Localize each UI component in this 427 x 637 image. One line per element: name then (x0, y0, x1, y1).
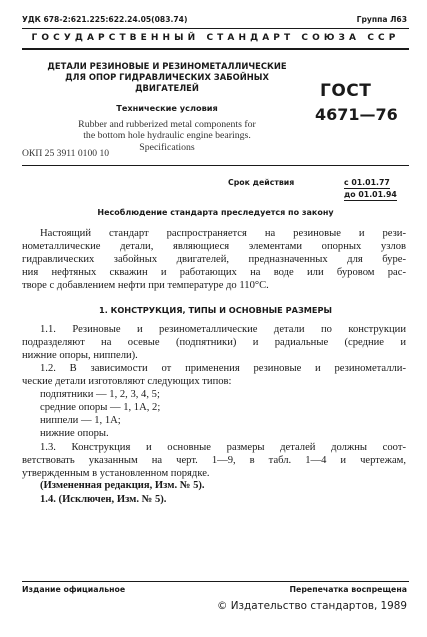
amended-note: (Измененная редакция, Изм. № 5). (40, 480, 205, 491)
types-list-item: ниппели — 1, 1А; (40, 415, 121, 427)
title-ru-line: ДЛЯ ОПОР ГИДРАВЛИЧЕСКИХ ЗАБОЙНЫХ (65, 72, 269, 82)
title-ru-line: ДВИГАТЕЛЕЙ (135, 83, 199, 93)
header-bottom-rule (22, 48, 409, 50)
paragraph-line: утвержденным в установленном порядке. (22, 468, 210, 480)
title-ru-line: ДЕТАЛИ РЕЗИНОВЫЕ И РЕЗИНОМЕТАЛЛИЧЕСКИЕ (47, 61, 287, 71)
paragraph-line: 1.3. Конструкция и основные размеры деталей должны соот- (40, 442, 406, 453)
okp-code: ОКП 25 3911 0100 10 (22, 148, 110, 159)
header-top-rule (22, 28, 409, 29)
gost-label: ГОСТ (320, 81, 372, 101)
paragraph-line: ветствовать указанным на черт. 1—9, в табл. 1—4 и чертежам, (22, 455, 406, 467)
paragraph-1-1 (22, 323, 406, 362)
intro-paragraph (22, 227, 406, 292)
copyright: © Издательство стандартов, 1989 (217, 600, 407, 612)
paragraph-1-3 (22, 441, 406, 480)
reprint-notice: Перепечатка воспрещена (289, 585, 407, 594)
validity-label: Срок действия (228, 178, 295, 187)
paragraph-line: подразделяют на осевые (подпятники) и радиальные (средние и (22, 337, 406, 349)
types-list (40, 388, 400, 440)
title-en-line: the bottom hole hydraulic engine bearings. (83, 130, 251, 142)
types-list-item: средние опоры — 1, 1А, 2; (40, 402, 161, 414)
title-subtitle: Технические условия (116, 103, 218, 113)
intro-line: гидравлических забойных двигателей, предназначенных для буре- (22, 254, 406, 266)
law-warning: Несоблюдение стандарта преследуется по закону (97, 208, 334, 217)
intro-line: нометаллические детали, являющиеся элементами опорных узлов (22, 241, 406, 253)
title-en-line: Rubber and rubberized metal components for (78, 119, 256, 130)
gost-number: 4671—76 (315, 105, 398, 124)
title-en-line: Specifications (139, 141, 195, 153)
validity-from: с 01.01.77 (344, 178, 390, 187)
validity-to: до 01.01.94 (344, 190, 397, 199)
intro-line: ния нефтяных скважин и работающих на воде или буровом рас- (22, 267, 406, 279)
title-divider (22, 165, 409, 166)
types-list-item: подпятники — 1, 2, 3, 4, 5; (40, 389, 160, 400)
title-ru (22, 61, 312, 94)
paragraph-1-4 (40, 494, 166, 505)
official-edition: Издание официальное (22, 585, 126, 594)
paragraph-1-4-text: 1.4. (Исключен, Изм. № 5). (40, 494, 167, 505)
udk-code: УДК 678-2:621.225:622.24.05(083.74) (22, 15, 188, 24)
paragraph-line: ческие детали изготовляют следующих типов: (22, 376, 232, 388)
intro-line: Настоящий стандарт распространяется на резиновые и рези- (40, 228, 406, 239)
paragraph-line: 1.2. В зависимости от применения резиновые и резинометалли- (40, 363, 406, 374)
standard-banner: ГОСУДАРСТВЕННЫЙ СТАНДАРТ СОЮЗА ССР (31, 33, 400, 43)
paragraph-line: 1.1. Резиновые и резинометаллические детали по конструкции (40, 324, 406, 335)
paragraph-line: нижние опоры, ниппели). (22, 350, 138, 362)
types-list-item: нижние опоры. (40, 428, 109, 440)
group-code: Группа Л63 (356, 15, 407, 24)
footer-rule (22, 581, 409, 582)
intro-line: творе с добавлением нефти при температуре до 110°С. (22, 280, 269, 292)
paragraph-1-2 (22, 362, 406, 388)
section-heading: 1. КОНСТРУКЦИЯ, ТИПЫ И ОСНОВНЫЕ РАЗМЕРЫ (99, 305, 332, 315)
